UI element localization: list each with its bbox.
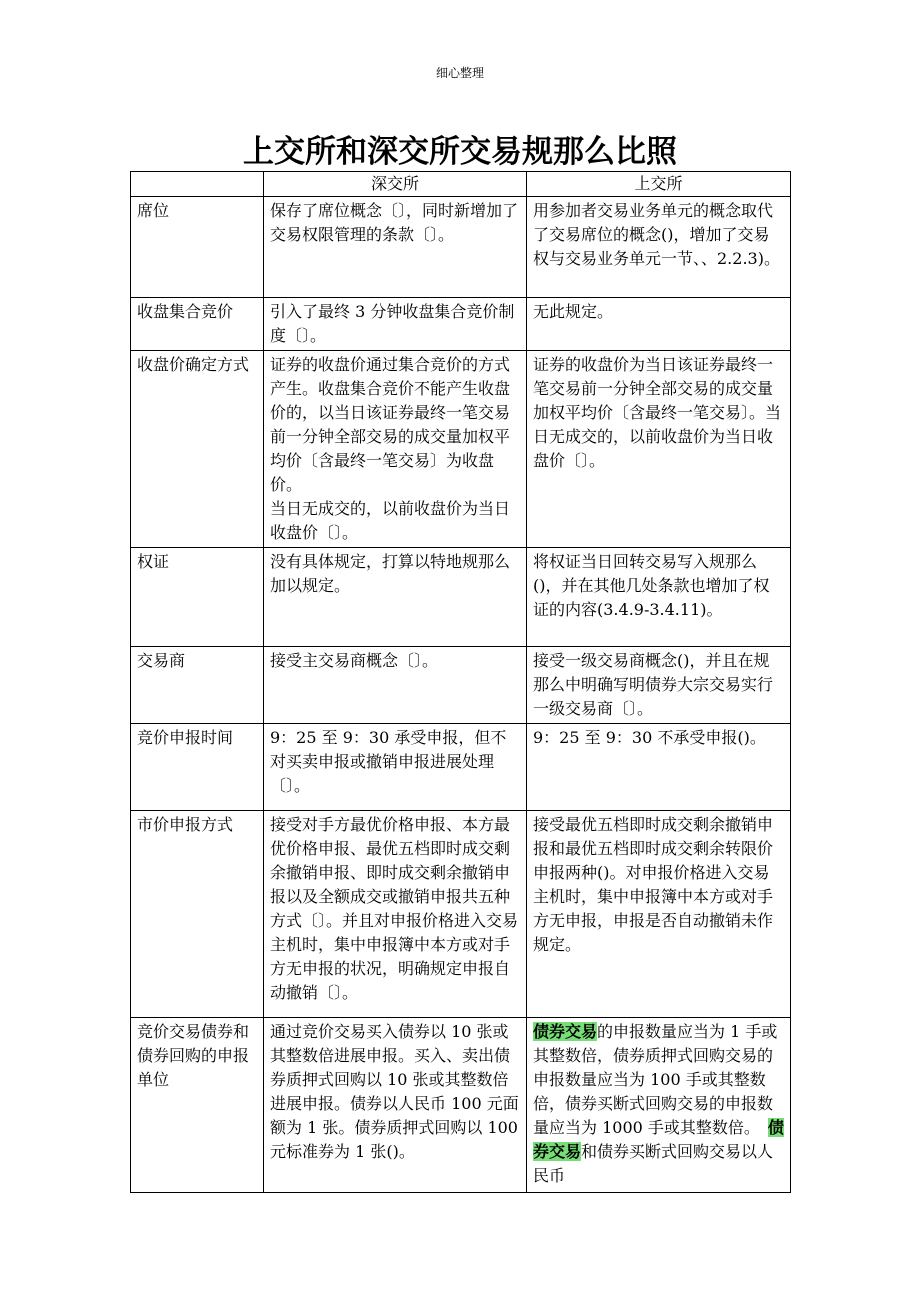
row-shenzhen: 接受主交易商概念〔〕。: [264, 647, 527, 724]
table-row: [131, 548, 791, 647]
row-topic: 收盘价确定方式: [131, 351, 264, 548]
table-row: [131, 724, 791, 811]
header-shanghai: 上交所: [527, 172, 791, 197]
row-shanghai: 将权证当日回转交易写入规那么()，并在其他几处条款也增加了权证的内容(3.4.9-3.4.11)。: [527, 548, 791, 647]
header-shenzhen: 深交所: [264, 172, 527, 197]
row-topic: 交易商: [131, 647, 264, 724]
row-shenzhen: 9：25 至 9：30 承受申报，但不对买卖申报或撤销申报进展处理〔〕。: [264, 724, 527, 811]
row-topic: 收盘集合竞价: [131, 298, 264, 351]
table-row: [131, 298, 791, 351]
row-shanghai: 接受一级交易商概念()，并且在规那么中明确写明债券大宗交易实行一级交易商〔〕。: [527, 647, 791, 724]
table-row: [131, 1018, 791, 1193]
table-row: [131, 811, 791, 1018]
row-shenzhen: 接受对手方最优价格申报、本方最优价格申报、最优五档即时成交剩余撤销申报、即时成交剩余撤销申报以及全额成交或撤销申报共五种方式〔〕。并且对申报价格进入交易主机时，集中申报簿中本方或对手方无申报的状况，明确规定申报自动撤销〔〕。: [264, 811, 527, 1018]
row-topic: 市价申报方式: [131, 811, 264, 1018]
table-row: [131, 351, 791, 548]
comparison-table: [130, 171, 791, 1193]
table-row: [131, 197, 791, 298]
row-shenzhen: 引入了最终 3 分钟收盘集合竞价制度〔〕。: [264, 298, 527, 351]
row-topic: 席位: [131, 197, 264, 298]
header-topic: [131, 172, 264, 197]
row-shanghai: 接受最优五档即时成交剩余撤销申报和最优五档即时成交剩余转限价申报两种()。对申报价格进入交易主机时，集中申报簿中本方或对手方无申报，申报是否自动撤销未作规定。: [527, 811, 791, 1018]
row-shanghai: 无此规定。: [527, 298, 791, 351]
shanghai-text-part1: 的申报数量应当为 1 手或其整数倍，债券质押式回购交易的申报数量应当为 100 手或其整数倍，债券买断式回购交易的申报数量应当为 1000 手或其整数倍。: [533, 1022, 778, 1137]
document-title: 上交所和深交所交易规那么比照: [243, 134, 677, 170]
row-shanghai: 用参加者交易业务单元的概念取代了交易席位的概念()，增加了交易权与交易业务单元一节、、2.2.3)。: [527, 197, 791, 298]
highlight-bond-trading: 债券交易: [533, 1118, 784, 1161]
row-shenzhen: 证券的收盘价通过集合竞价的方式产生。收盘集合竞价不能产生收盘价的，以当日该证券最终一笔交易前一分钟全部交易的成交量加权平均价〔含最终一笔交易〕为收盘价。 当日无成交的，以前收盘价为当日收盘价〔〕。: [264, 351, 527, 548]
row-shanghai: 9：25 至 9：30 不承受申报()。: [527, 724, 791, 811]
row-shanghai: 证券的收盘价为当日该证券最终一笔交易前一分钟全部交易的成交量加权平均价〔含最终一笔交易〕。当日无成交的，以前收盘价为当日收盘价〔〕。: [527, 351, 791, 548]
table-row: [131, 647, 791, 724]
header-note: 细心整理: [435, 66, 484, 80]
highlight-bond-trading: 债券交易: [533, 1022, 598, 1041]
row-shenzhen: 没有具体规定，打算以特地规那么加以规定。: [264, 548, 527, 647]
table-header-row: [131, 172, 791, 197]
row-topic: 竞价交易债券和债券回购的申报单位: [131, 1018, 264, 1193]
row-shenzhen: 通过竞价交易买入债券以 10 张或其整数倍进展申报。买入、卖出债券质押式回购以 10 张或其整数倍进展申报。债券以人民币 100 元面额为 1 张。债券质押式回购以 100 元标准券为 1 张()。: [264, 1018, 527, 1193]
row-topic: 权证: [131, 548, 264, 647]
shanghai-text-part2: 和债券买断式回购交易以人民币: [533, 1142, 774, 1185]
row-topic: 竞价申报时间: [131, 724, 264, 811]
row-shenzhen: 保存了席位概念〔〕，同时新增加了交易权限管理的条款〔〕。: [264, 197, 527, 298]
row-shanghai: [527, 1018, 791, 1193]
